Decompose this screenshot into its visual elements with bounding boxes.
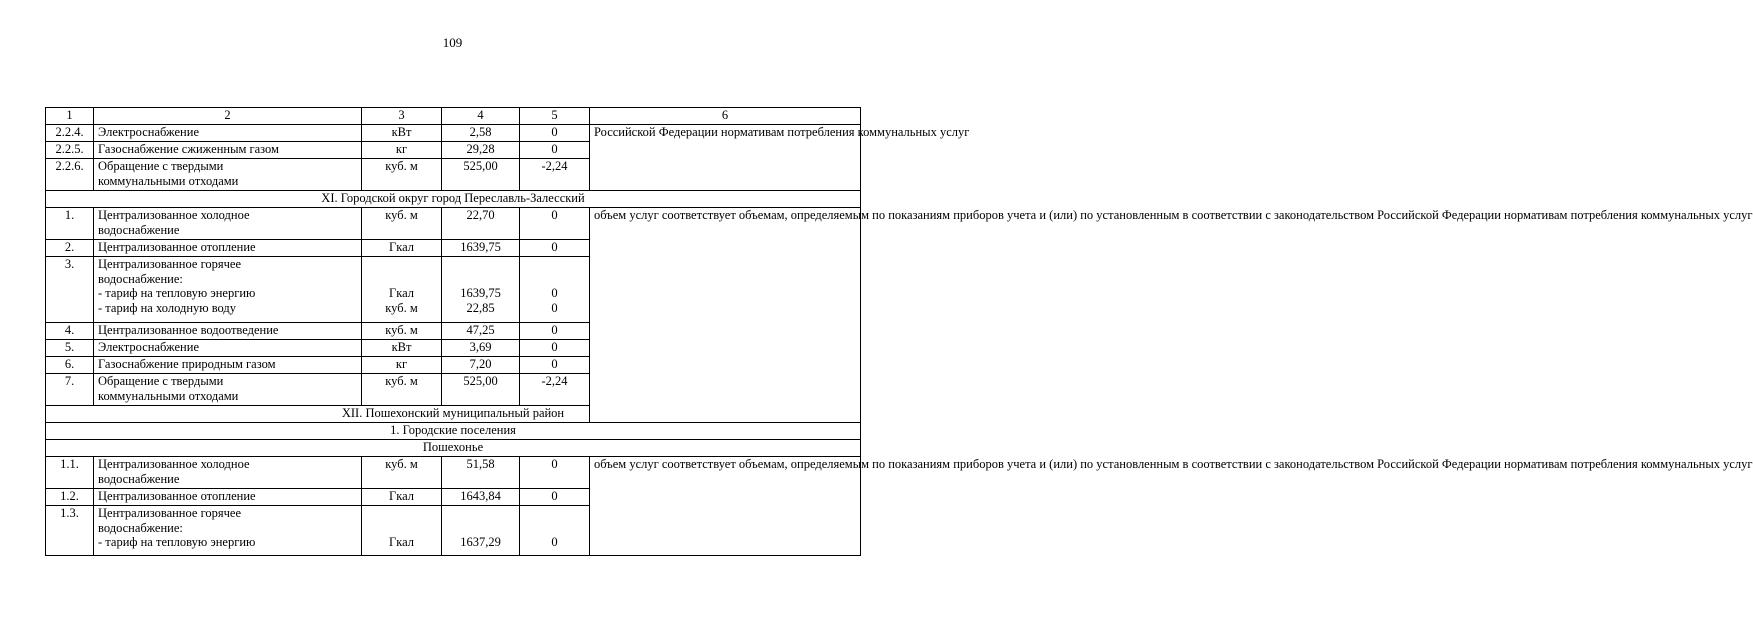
subsection-title: 1. Городские поселения bbox=[46, 423, 861, 440]
service-name-line: коммунальными отходами bbox=[98, 173, 239, 188]
table-row bbox=[46, 208, 861, 240]
value-cell: 3,69 bbox=[442, 340, 520, 357]
unit-cell: кг bbox=[362, 142, 442, 159]
service-name-line: водоснабжение bbox=[98, 471, 180, 486]
value-number: 1637,29 bbox=[460, 535, 501, 549]
tariff-item: - тариф на тепловую энергию bbox=[98, 535, 256, 549]
row-number: 1.1. bbox=[46, 457, 94, 489]
change-cell bbox=[520, 506, 590, 556]
value-cell bbox=[442, 257, 520, 323]
service-name-line: коммунальными отходами bbox=[98, 388, 239, 403]
table-row bbox=[46, 125, 861, 142]
section-row bbox=[46, 440, 861, 457]
page-number: 109 bbox=[442, 35, 463, 50]
row-number: 6. bbox=[46, 357, 94, 374]
change-cell: 0 bbox=[520, 125, 590, 142]
service-name-line: Централизованное горячее bbox=[98, 257, 242, 271]
value-cell: 1639,75 bbox=[442, 240, 520, 257]
change-cell: 0 bbox=[520, 208, 590, 240]
unit-cell: Гкал bbox=[362, 240, 442, 257]
row-number: 1.3. bbox=[46, 506, 94, 556]
unit-cell: Гкал bbox=[362, 489, 442, 506]
unit-value: Гкал bbox=[388, 286, 414, 300]
service-name bbox=[94, 159, 362, 191]
service-name-line: Централизованное горячее bbox=[98, 506, 242, 520]
value-cell: 2,58 bbox=[442, 125, 520, 142]
service-name: Централизованное водоотведение bbox=[94, 323, 362, 340]
unit-cell: куб. м bbox=[362, 457, 442, 489]
value-cell: 22,70 bbox=[442, 208, 520, 240]
service-name: Электроснабжение bbox=[94, 340, 362, 357]
service-name: Электроснабжение bbox=[94, 125, 362, 142]
town-title: Пошехонье bbox=[46, 440, 861, 457]
value-cell: 525,00 bbox=[442, 159, 520, 191]
tariff-table bbox=[45, 107, 1753, 556]
row-number: 1.2. bbox=[46, 489, 94, 506]
tariff-item: - тариф на тепловую энергию bbox=[98, 286, 256, 300]
unit-cell: кВт bbox=[362, 125, 442, 142]
unit-cell: кВт bbox=[362, 340, 442, 357]
service-name bbox=[94, 457, 362, 489]
value-cell: 1643,84 bbox=[442, 489, 520, 506]
value-number: 1639,75 bbox=[460, 286, 501, 300]
service-name-line: Обращение с твердыми bbox=[98, 159, 224, 173]
section-row bbox=[46, 191, 861, 208]
header-cell: 1 bbox=[46, 108, 94, 125]
value-cell: 51,58 bbox=[442, 457, 520, 489]
service-name: Газоснабжение сжиженным газом bbox=[94, 142, 362, 159]
row-number: 2.2.6. bbox=[46, 159, 94, 191]
header-cell: 2 bbox=[94, 108, 362, 125]
change-cell: 0 bbox=[520, 357, 590, 374]
row-number: 4. bbox=[46, 323, 94, 340]
row-number: 1. bbox=[46, 208, 94, 240]
section-row bbox=[46, 406, 861, 423]
note-cell: Российской Федерации нормативам потребления коммунальных услуг bbox=[590, 125, 861, 191]
unit-cell: куб. м bbox=[362, 323, 442, 340]
section-title: XI. Городской округ город Переславль-Залесский bbox=[46, 191, 861, 208]
service-name bbox=[94, 506, 362, 556]
unit-cell: куб. м bbox=[362, 208, 442, 240]
change-cell: 0 bbox=[520, 142, 590, 159]
change-cell: 0 bbox=[520, 323, 590, 340]
header-cell: 3 bbox=[362, 108, 442, 125]
header-cell: 5 bbox=[520, 108, 590, 125]
service-name: Централизованное отопление bbox=[94, 240, 362, 257]
service-name-line: Централизованное холодное bbox=[98, 208, 250, 222]
section-title: XII. Пошехонский муниципальный район bbox=[46, 406, 861, 423]
value-number: 22,85 bbox=[466, 300, 495, 315]
unit-cell bbox=[362, 506, 442, 556]
value-cell: 525,00 bbox=[442, 374, 520, 406]
change-cell: 0 bbox=[520, 489, 590, 506]
value-cell: 29,28 bbox=[442, 142, 520, 159]
change-value: 0 bbox=[551, 300, 558, 315]
row-number: 2.2.5. bbox=[46, 142, 94, 159]
header-cell: 4 bbox=[442, 108, 520, 125]
unit-cell: кг bbox=[362, 357, 442, 374]
unit-cell: куб. м bbox=[362, 159, 442, 191]
change-value: 0 bbox=[551, 535, 558, 549]
row-number: 2.2.4. bbox=[46, 125, 94, 142]
service-name-line: Централизованное холодное bbox=[98, 457, 250, 471]
value-cell: 47,25 bbox=[442, 323, 520, 340]
service-name bbox=[94, 208, 362, 240]
section-row bbox=[46, 423, 861, 440]
unit-cell bbox=[362, 257, 442, 323]
row-number: 7. bbox=[46, 374, 94, 406]
service-name-line: Обращение с твердыми bbox=[98, 374, 224, 388]
service-name bbox=[94, 257, 362, 323]
service-name bbox=[94, 374, 362, 406]
value-cell bbox=[442, 506, 520, 556]
service-name-line: водоснабжение: bbox=[98, 271, 183, 286]
change-cell: 0 bbox=[520, 457, 590, 489]
row-number: 5. bbox=[46, 340, 94, 357]
change-cell bbox=[520, 257, 590, 323]
service-name: Газоснабжение природным газом bbox=[94, 357, 362, 374]
service-name: Централизованное отопление bbox=[94, 489, 362, 506]
change-cell: -2,24 bbox=[520, 159, 590, 191]
value-cell: 7,20 bbox=[442, 357, 520, 374]
row-number: 3. bbox=[46, 257, 94, 323]
header-cell: 6 bbox=[590, 108, 861, 125]
change-cell: 0 bbox=[520, 240, 590, 257]
table-header-row bbox=[46, 108, 861, 125]
note-cell: объем услуг соответствует объемам, определяемым по показаниям приборов учета и (или) по установленным в соответствии с законодательством Российской Федерации нормативам потребления коммунальных услуг bbox=[590, 208, 861, 423]
unit-cell: куб. м bbox=[362, 374, 442, 406]
unit-value: куб. м bbox=[385, 300, 418, 315]
note-cell: объем услуг соответствует объемам, определяемым по показаниям приборов учета и (или) по установленным в соответствии с законодательством Российской Федерации нормативам потребления коммунальных услуг bbox=[590, 457, 861, 556]
change-cell: -2,24 bbox=[520, 374, 590, 406]
row-number: 2. bbox=[46, 240, 94, 257]
tariff-item: - тариф на холодную воду bbox=[98, 300, 237, 315]
change-cell: 0 bbox=[520, 340, 590, 357]
service-name-line: водоснабжение bbox=[98, 222, 180, 237]
service-name-line: водоснабжение: bbox=[98, 520, 183, 535]
table-row bbox=[46, 457, 861, 489]
unit-value: Гкал bbox=[388, 535, 414, 549]
change-value: 0 bbox=[551, 286, 558, 300]
